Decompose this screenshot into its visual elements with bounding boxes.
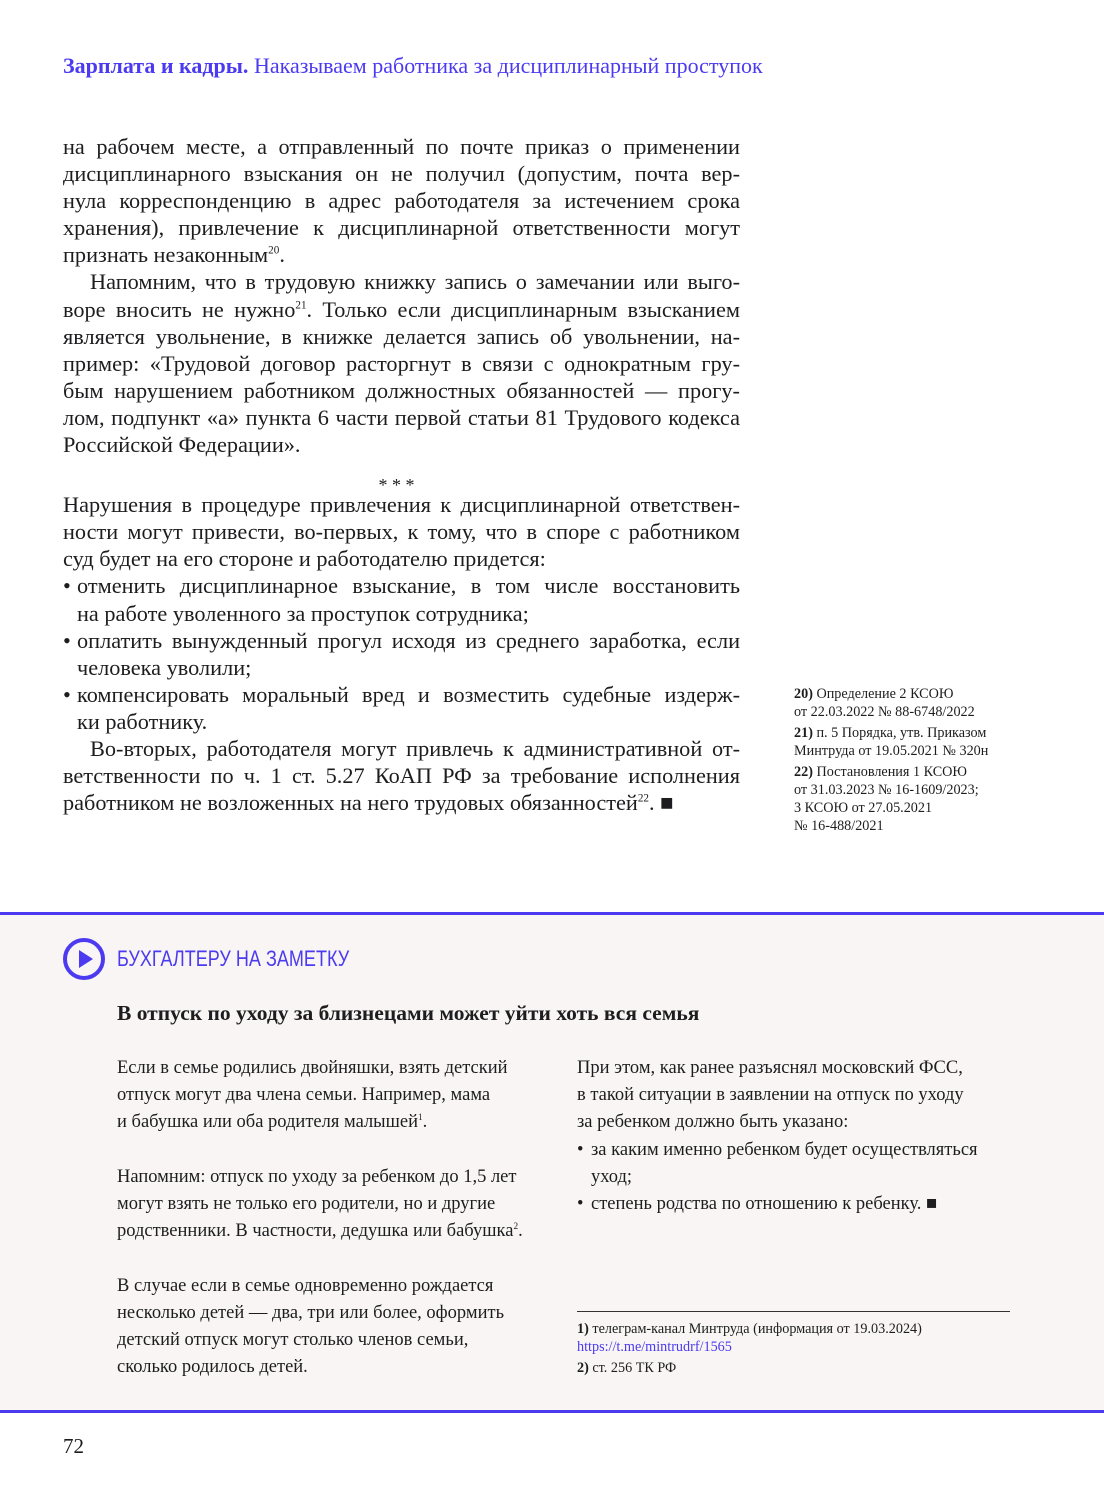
text-line: бым нарушением работником должностных обязанностей — прогу- <box>63 377 740 403</box>
text-line: лом, подпункт «а» пункта 6 части первой статьи 81 Трудового кодекса <box>63 404 740 430</box>
text-line <box>63 296 740 323</box>
text-line: нула корреспонденцию в адрес работодателя за истечением срока <box>63 188 740 214</box>
sidenote <box>794 724 1024 760</box>
footnote-text: ст. 256 ТК РФ <box>592 1360 677 1376</box>
bullet-line <box>577 1164 978 1191</box>
text-line: В случае если в семье одновременно рождается <box>117 1275 494 1296</box>
box-headline: В отпуск по уходу за близнецами может уйти хоть вся семья <box>117 1001 700 1025</box>
footnote-ref: 20 <box>268 244 280 257</box>
text-line: Напомним: отпуск по уходу за ребенком до 1,5 лет <box>117 1166 517 1187</box>
text-line: отпуск могут два члена семьи. Например, мама <box>117 1085 491 1106</box>
text: уход; <box>591 1166 633 1187</box>
sidenote-text: № 16-488/2021 <box>794 818 884 834</box>
text-line <box>63 241 740 268</box>
text: за каким именно ребенком будет осуществляться <box>591 1139 978 1160</box>
page-number: 72 <box>63 1434 84 1458</box>
article-title: Наказываем работника за дисциплинарный проступок <box>253 53 763 78</box>
sidenote-text: от 31.03.2023 № 16-1609/2023; <box>794 782 979 798</box>
text: . <box>518 1221 523 1242</box>
text: . <box>422 1112 428 1133</box>
text-line: Во-вторых, работодателя могут привлечь к административной от- <box>90 735 740 761</box>
text: родственники. В частности, дедушка или бабушка <box>117 1221 514 1242</box>
text-line: пример: «Трудовой договор расторгнут в связи с однократным гру- <box>63 350 740 376</box>
sidenote-text: Определение 2 КСОЮ <box>816 686 954 702</box>
box-footnotes <box>577 1320 922 1380</box>
bullet-marker: • <box>577 1139 584 1160</box>
text-line: Нарушения в процедуре привлечения к дисциплинарной ответствен- <box>63 492 740 518</box>
text-line: сколько родилось детей. <box>117 1357 308 1378</box>
text: отменить дисциплинарное взыскание, в том числе восстановить <box>77 573 740 599</box>
footnote-ref: 1 <box>417 1113 423 1124</box>
text-line: дисциплинарного взыскания он не получил (допустим, почта вер- <box>63 161 740 187</box>
text-line <box>117 1109 523 1136</box>
sidenote-number: 22) <box>794 764 813 780</box>
text-line: могут взять не только его родители, но и другие <box>117 1193 496 1214</box>
text-line: за ребенком должно быть указано: <box>577 1112 849 1133</box>
text-line: хранения), привлечение к дисциплинарной ответственности могут <box>63 215 740 241</box>
text-line: ки работнику. <box>77 708 208 734</box>
bullet-marker: • <box>63 627 71 653</box>
text-line: на рабочем месте, а отправленный по почте приказ о применении <box>63 134 740 159</box>
footnote-number: 2) <box>577 1360 589 1376</box>
sidenote-number: 21) <box>794 725 813 741</box>
running-header <box>63 53 763 79</box>
text: воре вносить не нужно <box>63 296 296 322</box>
footnote-ref: 21 <box>295 299 307 312</box>
footnote-link[interactable]: https://t.me/mintrudrf/1565 <box>577 1339 732 1355</box>
bullet-marker: • <box>63 681 71 707</box>
box-right-column <box>577 1055 978 1218</box>
text-line: является увольнение, в книжке делается запись об увольнении, на- <box>63 323 740 349</box>
sidenote <box>794 763 1024 835</box>
footnote-ref: 2 <box>513 1221 519 1232</box>
box-rubric: БУХГАЛТЕРУ НА ЗАМЕТКУ <box>117 946 350 971</box>
bullet-line <box>577 1137 978 1164</box>
sidenote-text: от 22.03.2022 № 88-6748/2022 <box>794 704 975 720</box>
bullet-marker: • <box>63 573 71 599</box>
footnote-text: телеграм-канал Минтруда (информация от 19.03.2024) <box>592 1321 922 1337</box>
footnote <box>577 1320 922 1356</box>
text-line <box>63 572 740 599</box>
text-line: ности могут привести, во-первых, к тому, что в споре с работником <box>63 519 740 545</box>
footnote-ref: 22 <box>637 792 649 805</box>
text-line: в такой ситуации в заявлении на отпуск по уходу <box>577 1085 964 1106</box>
section-name: Зарплата и кадры. <box>63 53 249 78</box>
box-left-column <box>117 1055 523 1381</box>
text-line: несколько детей — два, три или более, оформить <box>117 1302 505 1323</box>
sidenote-text: 3 КСОЮ от 27.05.2021 <box>794 800 933 816</box>
text: . Только если дисциплинарным взысканием <box>306 296 740 322</box>
text: оплатить вынужденный прогул исходя из среднего заработка, если <box>77 627 740 653</box>
footnote-number: 1) <box>577 1321 589 1337</box>
text: . ■ <box>648 790 674 816</box>
sidenote-text: Постановления 1 КСОЮ <box>816 764 968 780</box>
text-line <box>63 627 740 654</box>
article-body <box>63 133 740 816</box>
text-line <box>117 1245 523 1272</box>
text-line <box>63 681 740 708</box>
text-line: суд будет на его стороне и работодателю придется: <box>63 546 546 572</box>
text: признать незаконным <box>63 242 269 268</box>
text-line: на работе уволенного за проступок сотрудника; <box>77 600 529 626</box>
text-line <box>117 1137 523 1164</box>
play-circle-icon <box>63 938 105 980</box>
footnote-divider <box>577 1311 1010 1312</box>
sidenote-number: 20) <box>794 686 813 702</box>
sidenotes <box>794 685 1024 838</box>
text: работником не возложенных на него трудовых обязанностей <box>63 790 638 816</box>
text: . <box>279 242 285 268</box>
bullet-marker: • <box>577 1194 584 1215</box>
text: компенсировать моральный вред и возместить судебные издерж- <box>77 681 740 707</box>
text-line: Напомним, что в трудовую книжку запись о замечании или выго- <box>90 269 740 295</box>
sidenote-text: п. 5 Порядка, утв. Приказом <box>816 725 987 741</box>
text: и бабушка или оба родителя малышей <box>117 1112 418 1133</box>
sidenote <box>794 685 1024 721</box>
text-line: ветственности по ч. 1 ст. 5.27 КоАП РФ за требование исполнения <box>63 763 740 789</box>
sidenote-text: Минтруда от 19.05.2021 № 320н <box>794 743 989 759</box>
text-line: детский отпуск могут столько членов семьи, <box>117 1329 469 1350</box>
section-separator: * * * <box>378 475 415 496</box>
text-line <box>117 1218 523 1245</box>
bullet-line <box>577 1191 978 1218</box>
footnote <box>577 1359 922 1377</box>
text-line: Если в семье родились двойняшки, взять детский <box>117 1058 508 1078</box>
text-line: человека уволили; <box>77 654 252 680</box>
text-line: При этом, как ранее разъяснял московский ФСС, <box>577 1058 963 1078</box>
text-line <box>63 789 740 816</box>
text: степень родства по отношению к ребенку. ■ <box>591 1194 938 1215</box>
text-line: Российской Федерации». <box>63 432 301 458</box>
